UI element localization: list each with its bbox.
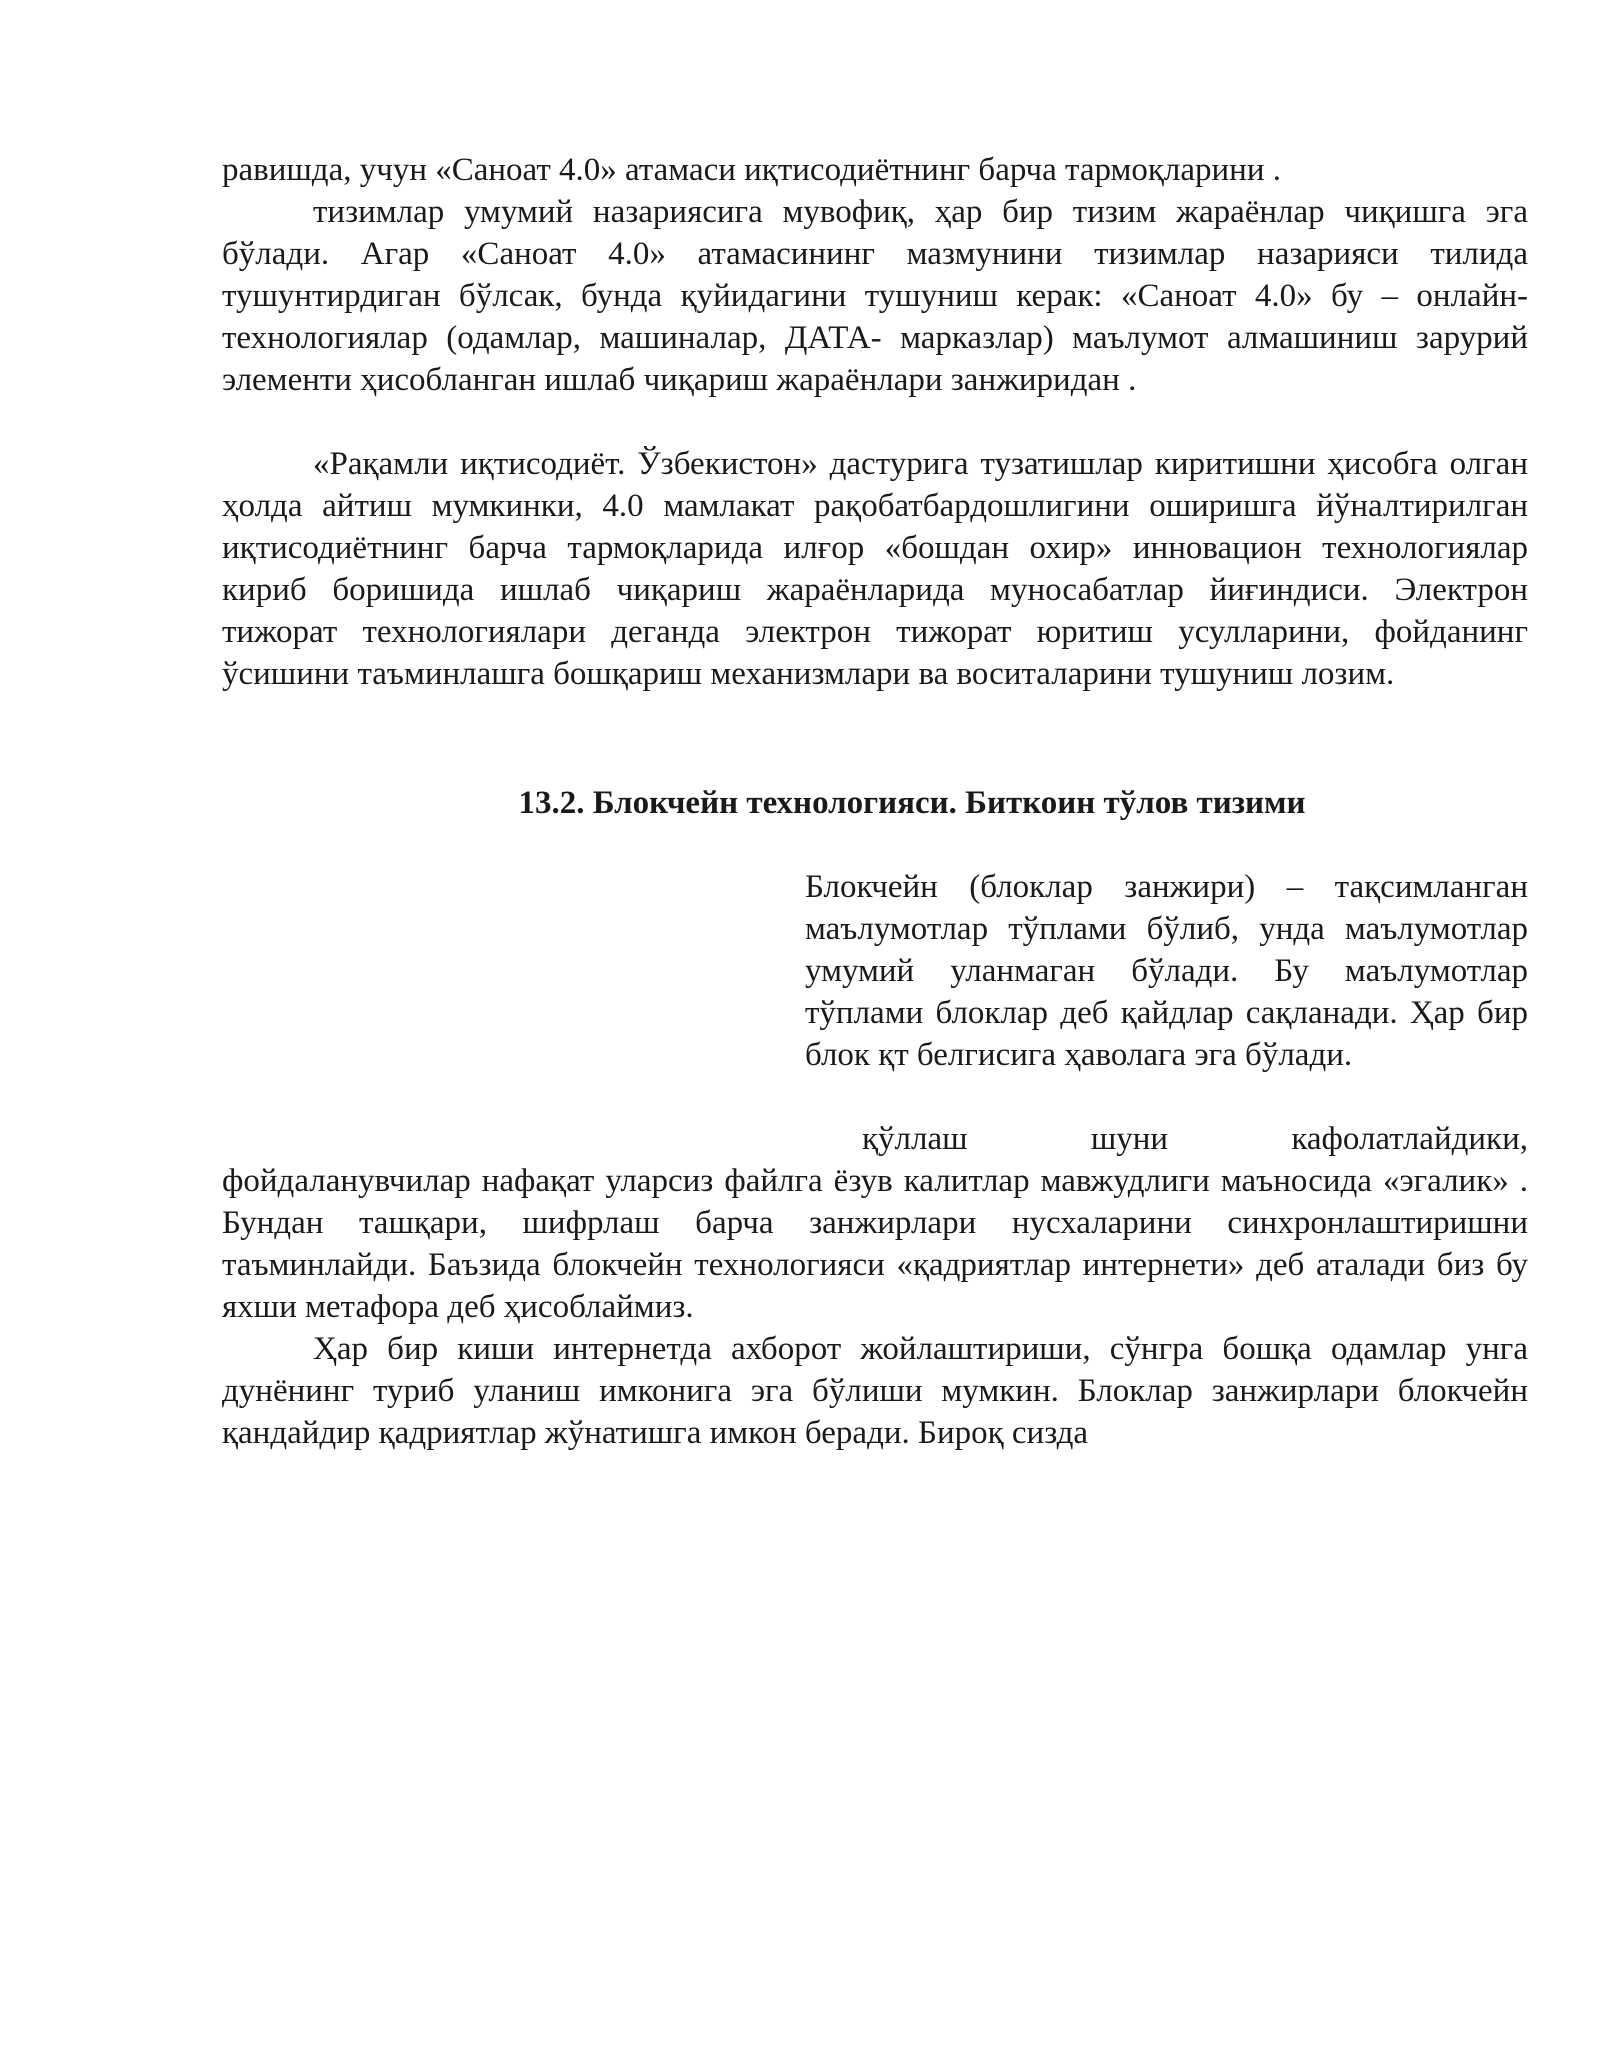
paragraph-6: Ҳар бир киши интернетда ахборот жойлаштириши, сўнгра бошқа одамлар унга дунёнинг туриб уланиш имконига эга бўлиши мумкин. Блоклар занжирлари блокчейн қандайдир қадриятлар жўнатишга имкон беради. Бироқ сизда xyxy=(222,1331,1528,1451)
paragraph-5: қўллаш шуни кафолатлайдики, фойдаланувчилар нафақат уларсиз файлга ёзув калитлар мавжудлиги маъносида «эгалик» . Бундан ташқари, шифрлаш барча занжирлари нусхаларини синхронлаштиришни таъминлайди. Баъзида блокчейн технологияси «қадриятлар интернети» деб аталади биз бу яхши метафора деб ҳисоблаймиз. xyxy=(222,1121,1528,1325)
paragraph-1: равишда, учун «Саноат 4.0» атамаси иқтисодиётнинг барча тармоқларини . xyxy=(222,152,1281,188)
paragraph-3: «Рақамли иқтисодиёт. Ўзбекистон» дастурига тузатишлар киритишни ҳисобга олган ҳолда айтиш мумкинки, 4.0 мамлакат рақобатбардошлигини оширишга йўналтирилган иқтисодиётнинг барча тармоқларида илғор «бошдан охир» инновацион технологиялар кириб боришида ишлаб чиқариш жараёнларида муносабатлар йиғиндиси. Электрон тижорат технологиялари деганда электрон тижорат юритиш усулларини, фойданинг ўсишини таъминлашга бошқариш механизмлари ва воситаларини тушуниш лозим. xyxy=(222,446,1528,692)
section-heading: 13.2. Блокчейн технологияси. Биткоин тўлов тизими xyxy=(518,785,1306,821)
paragraph-2: тизимлар умумий назариясига мувофиқ, ҳар бир тизим жараёнлар чиқишга эга бўлади. Агар «Саноат 4.0» атамасининг мазмунини тизимлар назарияси тилида тушунтирдиган бўлсак, бунда қуйидагини тушуниш керак: «Саноат 4.0» бу – онлайн-технологиялар (одамлар, машиналар, ДАТА- марказлар) маълумот алмашиниш зарурий элементи ҳисобланган ишлаб чиқариш жараёнлари занжиридан . xyxy=(222,194,1528,398)
paragraph-4: Блокчейн (блоклар занжири) – тақсимланган маълумотлар тўплами бўлиб, унда маълумотлар умумий уланмаган бўлади. Бу маълумотлар тўплами блоклар деб қайдлар сақланади. Ҳар бир блок қт белгисига ҳаволага эга бўлади. xyxy=(805,869,1528,1073)
